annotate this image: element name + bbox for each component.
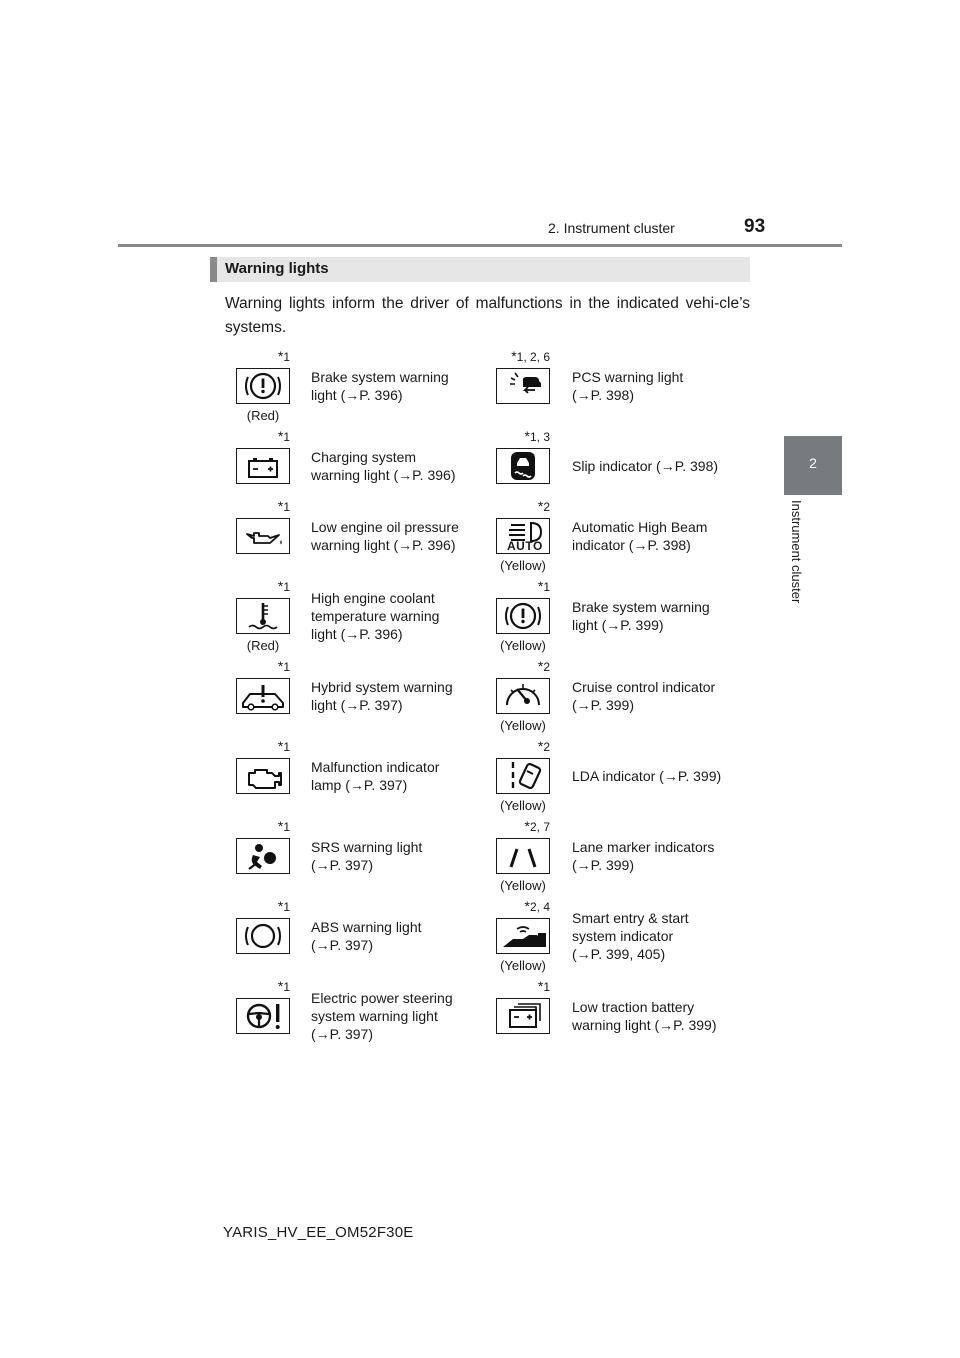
light-color-label: (Yellow) [500,638,546,653]
indicator-icon-box [236,448,290,484]
chapter-tab-number: 2 [809,455,817,471]
footnote-asterisk: * [511,348,517,364]
light-description [572,838,747,874]
indicator-icon-box [496,758,550,794]
indicator-icon-box [496,678,550,714]
footnote-number: 2, 4 [529,900,550,914]
footnote-number: 1 [543,980,550,994]
footnote-marker [470,658,550,674]
description-line: system warning light [311,1008,438,1024]
footnote-asterisk: * [277,738,284,754]
footnote-marker [470,348,550,364]
indicator-icon-box [236,998,290,1034]
footnote-asterisk: * [524,898,530,914]
footnote-asterisk: * [524,818,530,834]
light-color-label: (Red) [246,638,280,653]
description-line: Charging system [311,449,417,465]
footnote-marker [470,428,550,444]
description-line: Electric power steering [311,990,453,1006]
footnote-marker [470,738,550,754]
footnote-asterisk: * [277,818,284,834]
header-divider [118,244,842,247]
indicator-icon-box [496,998,550,1034]
footnote-asterisk: * [537,498,544,514]
description-line: light (→P. 396) [311,626,403,642]
footnote-marker [210,738,290,754]
light-description [572,368,747,404]
light-description [311,758,486,794]
description-line: (→P. 399) [572,697,634,713]
light-description [572,998,747,1034]
header-section-title: 2. Instrument cluster [548,220,675,236]
footnote-marker [210,498,290,514]
footnote-marker [210,348,290,364]
light-description [311,368,486,404]
page-number: 93 [744,216,766,237]
light-color-label: (Yellow) [500,718,546,733]
footnote-asterisk: * [537,978,544,994]
footnote-number: 1 [283,900,290,914]
footnote-marker [470,818,550,834]
light-description [311,989,486,1043]
light-description [572,457,747,475]
light-description [311,918,486,954]
description-line: lamp (→P. 397) [311,777,408,793]
indicator-icon-box [236,918,290,954]
description-line: (→P. 397) [311,857,373,873]
footnote-marker [470,578,550,594]
section-title: Warning lights [225,260,329,277]
footnote-number: 2, 7 [529,820,550,834]
indicator-icon-box [496,838,550,874]
light-description [311,678,486,714]
indicator-icon-box [496,598,550,634]
light-description [572,678,747,714]
footnote-number: 2 [543,740,550,754]
description-line: ABS warning light [311,919,422,935]
footnote-number: 1 [283,980,290,994]
document-code: YARIS_HV_EE_OM52F30E [223,1224,414,1241]
footnote-asterisk: * [537,738,544,754]
description-line: Automatic High Beam [572,519,708,535]
footnote-number: 1 [543,580,550,594]
footnote-marker [470,978,550,994]
indicator-icon-box [236,598,290,634]
footnote-number: 1 [283,430,290,444]
indicator-icon-box [236,368,290,404]
indicator-icon-box [496,918,550,954]
light-description [311,448,486,484]
footnote-asterisk: * [537,578,544,594]
footnote-number: 2 [543,500,550,514]
description-line: light (→P. 399) [572,617,664,633]
footnote-number: 1 [283,580,290,594]
footnote-marker [210,428,290,444]
light-color-label: (Yellow) [500,798,546,813]
description-line: warning light (→P. 396) [311,537,456,553]
footnote-marker [210,658,290,674]
indicator-icon-box [496,448,550,484]
light-color-label: (Yellow) [500,558,546,573]
footnote-asterisk: * [277,898,284,914]
description-line: PCS warning light [572,369,684,385]
description-line: Cruise control indicator [572,679,716,695]
icon-caption: AUTO [507,539,543,553]
light-color-label: (Yellow) [500,958,546,973]
light-description [311,518,486,554]
footnote-asterisk: * [277,578,284,594]
footnote-marker [210,578,290,594]
footnote-asterisk: * [277,658,284,674]
description-line: (→P. 397) [311,937,373,953]
description-line: LDA indicator (→P. 399) [572,768,722,784]
description-line: Low engine oil pressure [311,519,459,535]
description-line: (→P. 399) [572,857,634,873]
description-line: (→P. 397) [311,1026,373,1042]
footnote-number: 1 [283,740,290,754]
description-line: Brake system warning [572,599,710,615]
footnote-number: 1 [283,500,290,514]
description-line: Lane marker indicators [572,839,715,855]
description-line: High engine coolant [311,590,435,606]
footnote-asterisk: * [277,428,284,444]
footnote-number: 1 [283,350,290,364]
chapter-tab-label: Instrument cluster [789,500,804,604]
footnote-asterisk: * [537,658,544,674]
light-description [572,598,747,634]
description-line: SRS warning light [311,839,423,855]
footnote-number: 1, 3 [529,430,550,444]
indicator-icon-box [236,838,290,874]
light-description [311,589,486,643]
footnote-asterisk: * [524,428,530,444]
footnote-number: 1 [283,820,290,834]
description-line: Slip indicator (→P. 398) [572,458,719,474]
description-line: Brake system warning [311,369,449,385]
description-line: indicator (→P. 398) [572,537,691,553]
footnote-number: 1 [283,660,290,674]
footnote-marker [210,898,290,914]
footnote-number: 1, 2, 6 [516,350,550,364]
footnote-marker [210,818,290,834]
indicator-icon-box [236,518,290,554]
indicator-icon-box [496,518,550,554]
description-line: Smart entry & start [572,910,689,926]
description-line: (→P. 399, 405) [572,946,666,962]
light-description [311,838,486,874]
indicator-icon-box [236,678,290,714]
footnote-asterisk: * [277,978,284,994]
indicator-icon-box [236,758,290,794]
footnote-marker [470,898,550,914]
indicator-icon-box [496,368,550,404]
description-line: Hybrid system warning [311,679,453,695]
footnote-marker [470,498,550,514]
description-line: system indicator [572,928,674,944]
description-line: Malfunction indicator [311,759,440,775]
description-line: warning light (→P. 396) [311,467,456,483]
description-line: (→P. 398) [572,387,634,403]
light-color-label: (Red) [246,408,280,423]
description-line: warning light (→P. 399) [572,1017,717,1033]
footnote-asterisk: * [277,498,284,514]
description-line: Low traction battery [572,999,695,1015]
light-description [572,909,747,963]
light-description [572,518,747,554]
section-title-accent [210,257,217,282]
description-line: temperature warning [311,608,440,624]
chapter-tab-label-wrap [784,500,808,630]
footnote-marker [210,978,290,994]
description-line: light (→P. 396) [311,387,403,403]
light-color-label: (Yellow) [500,878,546,893]
description-line: light (→P. 397) [311,697,403,713]
footnote-number: 2 [543,660,550,674]
light-description [572,767,747,785]
footnote-asterisk: * [277,348,284,364]
intro-paragraph: Warning lights inform the driver of malfunctions in the indicated vehi-cle’s systems. [225,295,750,336]
